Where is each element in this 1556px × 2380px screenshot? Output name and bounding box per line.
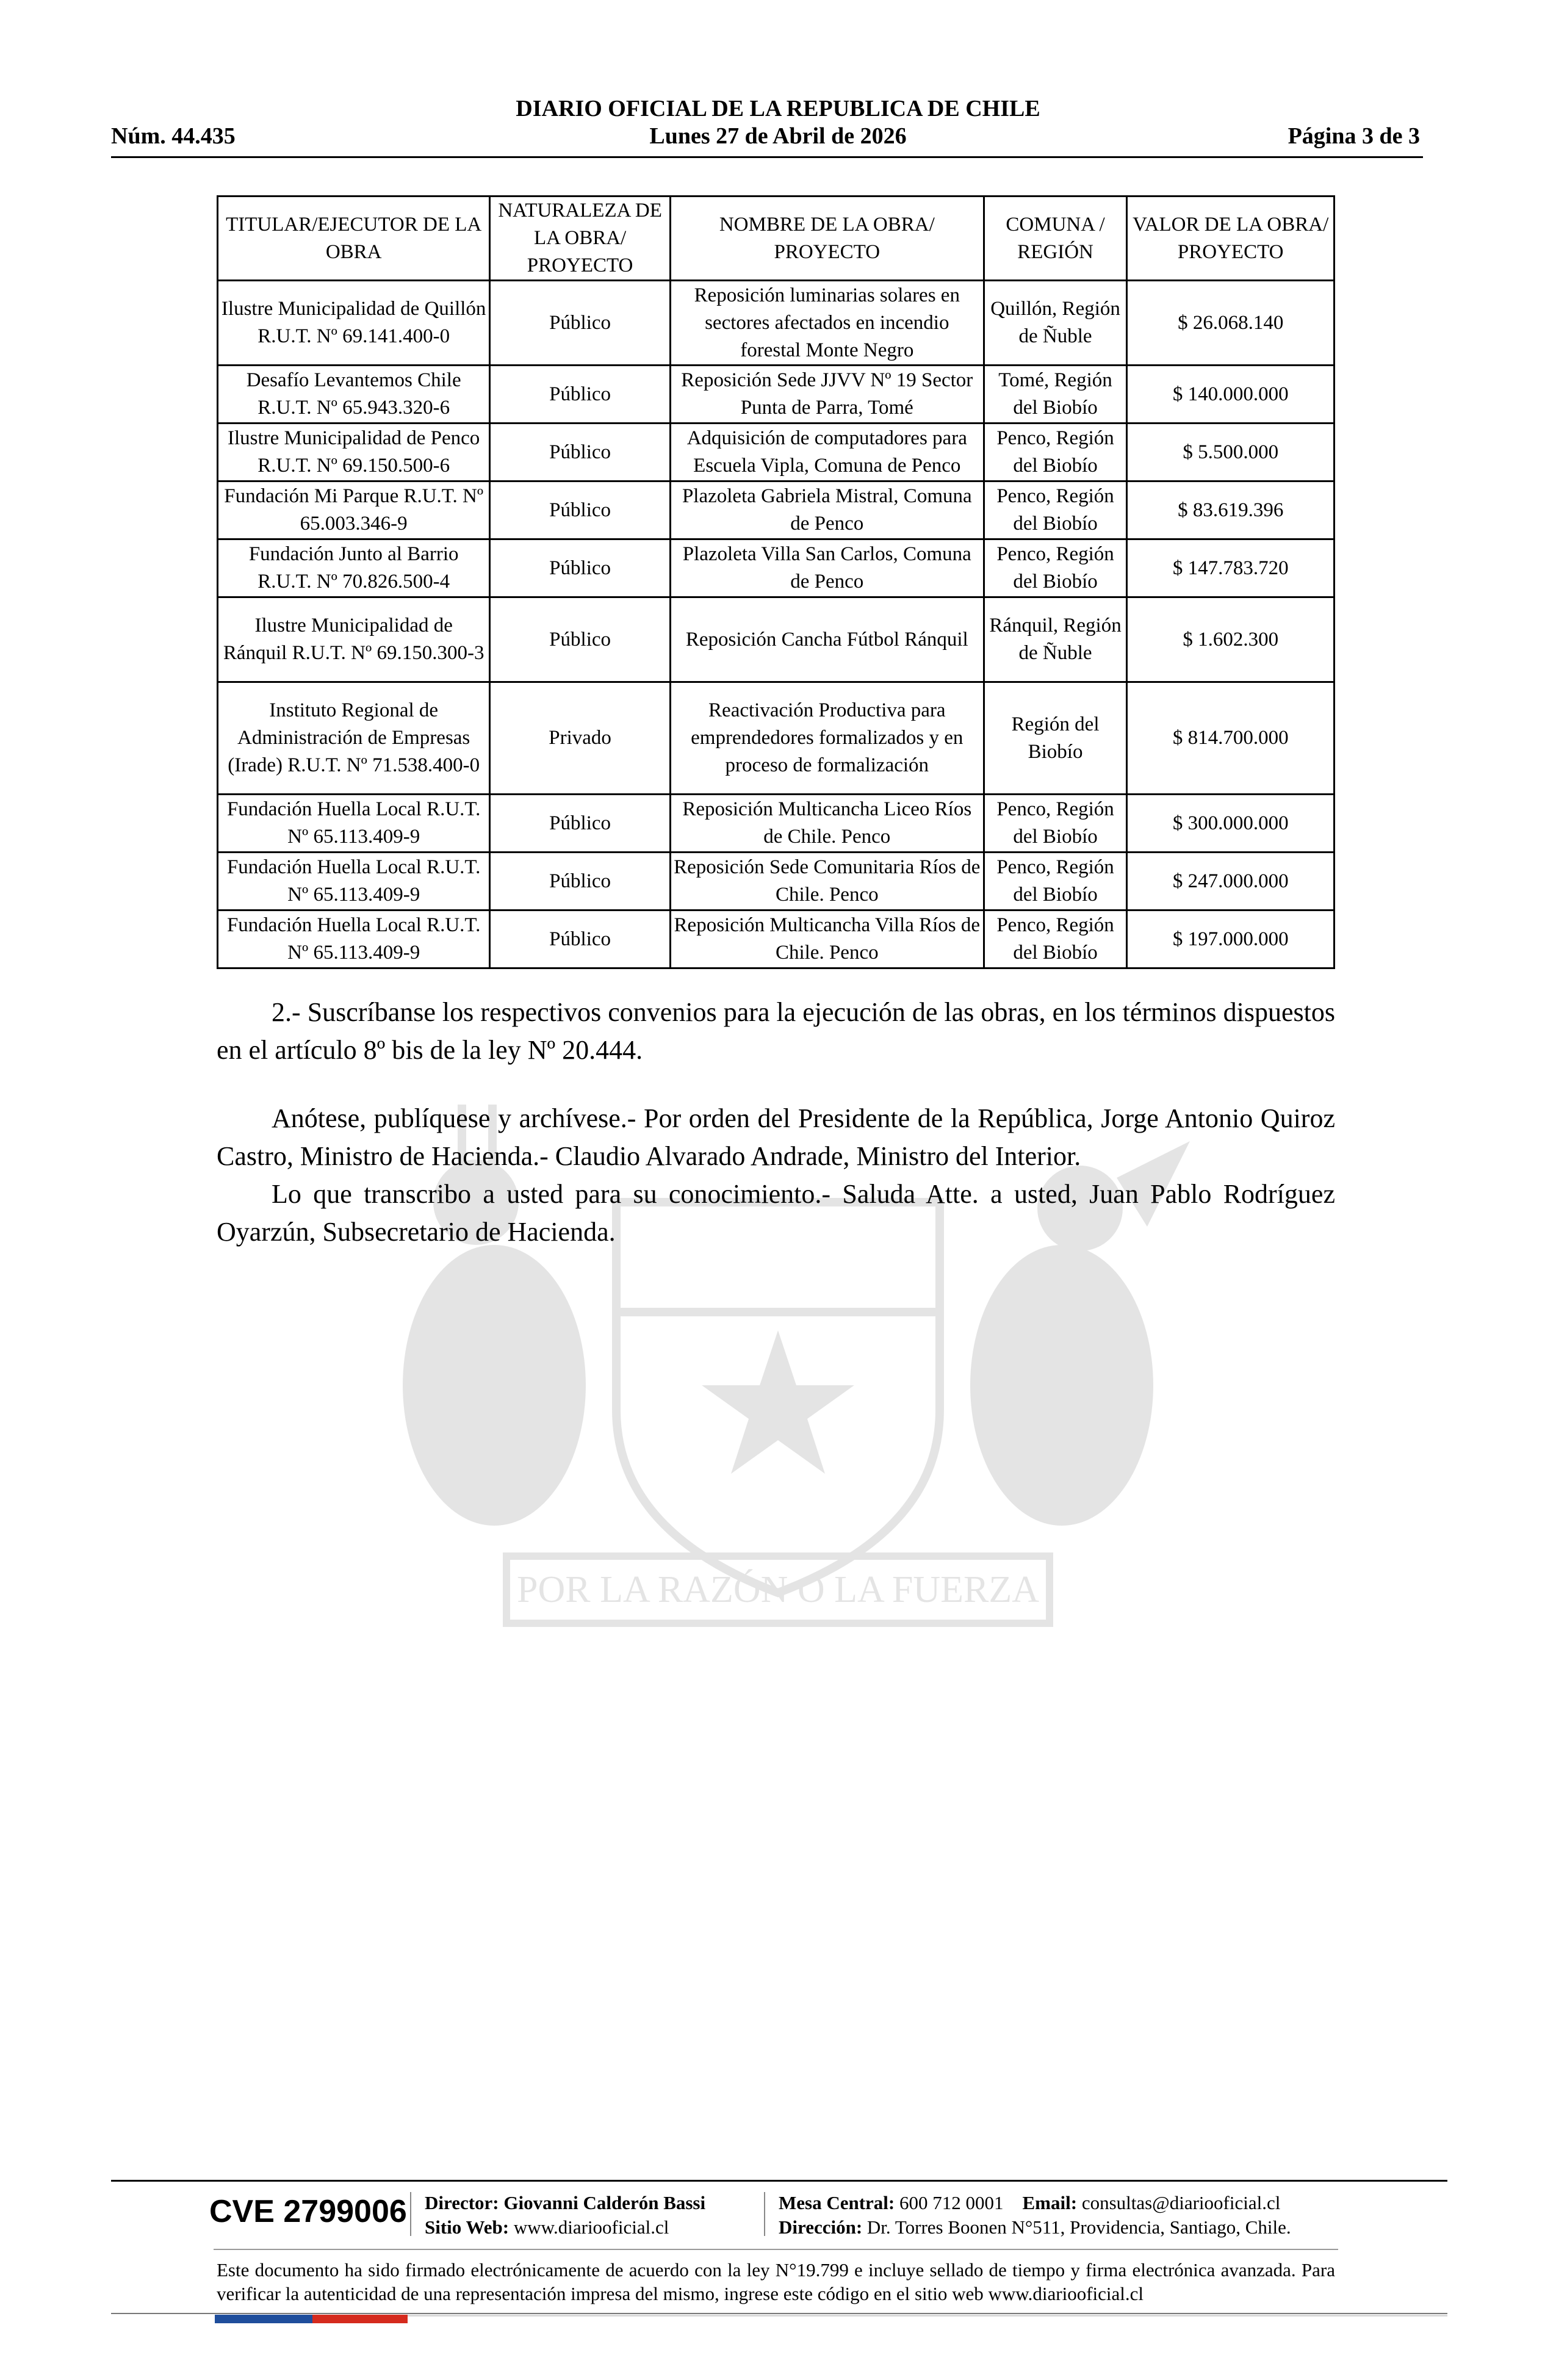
- cell-project-name: Reposición Sede JJVV Nº 19 Sector Punta de Parra, Tomé: [670, 366, 984, 424]
- cell-nature: Público: [490, 539, 671, 597]
- cell-nature: Público: [490, 366, 671, 424]
- cell-commune-region: Ránquil, Región de Ñuble: [984, 597, 1127, 682]
- cell-holder: Fundación Huella Local R.U.T. Nº 65.113.409-9: [218, 795, 490, 853]
- cell-project-name: Reposición Sede Comunitaria Ríos de Chile. Penco: [670, 853, 984, 911]
- cell-value: $ 5.500.000: [1127, 424, 1334, 481]
- cell-project-name: Reposición luminarias solares en sectores afectados en incendio forestal Monte Negro: [670, 281, 984, 366]
- cell-nature: Público: [490, 911, 671, 968]
- table-row: [218, 281, 1334, 366]
- email-link[interactable]: consultas@diariooficial.cl: [1081, 2192, 1281, 2213]
- table-row: [218, 597, 1334, 682]
- cell-commune-region: Penco, Región del Biobío: [984, 481, 1127, 539]
- footer-contact-block: [779, 2191, 1291, 2240]
- cell-nature: Público: [490, 795, 671, 853]
- cell-value: $ 814.700.000: [1127, 682, 1334, 795]
- footer-legal-text: Este documento ha sido firmado electrónicamente de acuerdo con la ley N°19.799 e incluye sellado de tiempo y firma electrónica avanzada. Para verificar la autenticidad de una representación impresa del mismo, ingrese este código en el sitio web www.diariooficial.cl: [217, 2259, 1335, 2304]
- cell-commune-region: Tomé, Región del Biobío: [984, 366, 1127, 424]
- cell-project-name: Reposición Multicancha Villa Ríos de Chile. Penco: [670, 911, 984, 968]
- cell-value: $ 26.068.140: [1127, 281, 1334, 366]
- cell-commune-region: Penco, Región del Biobío: [984, 795, 1127, 853]
- cell-holder: Ilustre Municipalidad de Ránquil R.U.T. Nº 69.150.300-3: [218, 597, 490, 682]
- flag-stripe-red: [312, 2315, 408, 2323]
- cell-value: $ 197.000.000: [1127, 911, 1334, 968]
- director-label: Director:: [425, 2192, 499, 2213]
- cell-nature: Público: [490, 853, 671, 911]
- footer-divider-bottom: [111, 2313, 1447, 2314]
- column-header-nature: NATURALEZA DE LA OBRA/ PROYECTO: [490, 197, 671, 281]
- column-header-project-name: NOMBRE DE LA OBRA/ PROYECTO: [670, 197, 984, 281]
- footer-separator: [764, 2192, 765, 2236]
- paragraph-transcription: Lo que transcribo a usted para su conocimiento.- Saluda Atte. a usted, Juan Pablo Rodríguez Oyarzún, Subsecretario de Hacienda.: [217, 1179, 1335, 1247]
- cell-commune-region: Penco, Región del Biobío: [984, 853, 1127, 911]
- motto-text: POR LA RAZÓN O LA FUERZA: [516, 1569, 1040, 1610]
- table-row: [218, 366, 1334, 424]
- works-table: [217, 195, 1335, 969]
- cell-holder: Fundación Mi Parque R.U.T. Nº 65.003.346-9: [218, 481, 490, 539]
- cell-nature: Público: [490, 597, 671, 682]
- cell-commune-region: Quillón, Región de Ñuble: [984, 281, 1127, 366]
- cell-value: $ 83.619.396: [1127, 481, 1334, 539]
- cell-commune-region: Región del Biobío: [984, 682, 1127, 795]
- cell-value: $ 247.000.000: [1127, 853, 1334, 911]
- site-label: Sitio Web:: [425, 2216, 510, 2238]
- cell-value: $ 147.783.720: [1127, 539, 1334, 597]
- cell-project-name: Adquisición de computadores para Escuela Vipla, Comuna de Penco: [670, 424, 984, 481]
- paragraph-signatures: Anótese, publíquese y archívese.- Por orden del Presidente de la República, Jorge Antonio Quiroz Castro, Ministro de Hacienda.- Claudio Alvarado Andrade, Ministro del Interior.: [217, 1103, 1335, 1171]
- issue-date: Lunes 27 de Abril de 2026: [649, 123, 907, 149]
- cell-commune-region: Penco, Región del Biobío: [984, 424, 1127, 481]
- cell-commune-region: Penco, Región del Biobío: [984, 539, 1127, 597]
- table-row: [218, 911, 1334, 968]
- newspaper-title: DIARIO OFICIAL DE LA REPUBLICA DE CHILE: [516, 96, 1040, 121]
- page-number: Página 3 de 3: [1288, 123, 1420, 149]
- cell-holder: Fundación Junto al Barrio R.U.T. Nº 70.826.500-4: [218, 539, 490, 597]
- footer-separator: [410, 2192, 411, 2236]
- table-row: [218, 853, 1334, 911]
- cell-commune-region: Penco, Región del Biobío: [984, 911, 1127, 968]
- table-row: [218, 481, 1334, 539]
- cell-project-name: Plazoleta Villa San Carlos, Comuna de Penco: [670, 539, 984, 597]
- cell-holder: Ilustre Municipalidad de Penco R.U.T. Nº 69.150.500-6: [218, 424, 490, 481]
- cell-value: $ 1.602.300: [1127, 597, 1334, 682]
- column-header-value: VALOR DE LA OBRA/ PROYECTO: [1127, 197, 1334, 281]
- site-link[interactable]: www.diariooficial.cl: [513, 2216, 669, 2238]
- cell-holder: Ilustre Municipalidad de Quillón R.U.T. Nº 69.141.400-0: [218, 281, 490, 366]
- table-header-row: [218, 197, 1334, 281]
- director-name: Giovanni Calderón Bassi: [503, 2192, 706, 2213]
- cell-value: $ 140.000.000: [1127, 366, 1334, 424]
- table-row: [218, 539, 1334, 597]
- cell-project-name: Plazoleta Gabriela Mistral, Comuna de Penco: [670, 481, 984, 539]
- cell-project-name: Reposición Multicancha Liceo Ríos de Chile. Penco: [670, 795, 984, 853]
- cell-holder: Instituto Regional de Administración de Empresas (Irade) R.U.T. Nº 71.538.400-0: [218, 682, 490, 795]
- cell-holder: Fundación Huella Local R.U.T. Nº 65.113.409-9: [218, 853, 490, 911]
- mesa-phone: 600 712 0001: [899, 2192, 1004, 2213]
- column-header-holder: TITULAR/EJECUTOR DE LA OBRA: [218, 197, 490, 281]
- cell-project-name: Reposición Cancha Fútbol Ránquil: [670, 597, 984, 682]
- header-divider: [111, 156, 1423, 158]
- table-row: [218, 424, 1334, 481]
- footer-divider-top: [111, 2180, 1447, 2182]
- paragraph-agreements: 2.- Suscríbanse los respectivos convenios para la ejecución de las obras, en los términos dispuestos en el artículo 8º bis de la ley Nº 20.444.: [217, 997, 1335, 1065]
- table-row: [218, 682, 1334, 795]
- cell-project-name: Reactivación Productiva para emprendedores formalizados y en proceso de formalización: [670, 682, 984, 795]
- cell-nature: Público: [490, 481, 671, 539]
- issue-number: Núm. 44.435: [111, 123, 236, 149]
- footer-divider-middle: [214, 2249, 1338, 2250]
- coat-of-arms-star: [702, 1330, 854, 1474]
- cell-nature: Público: [490, 424, 671, 481]
- cell-holder: Fundación Huella Local R.U.T. Nº 65.113.409-9: [218, 911, 490, 968]
- cell-nature: Privado: [490, 682, 671, 795]
- flag-stripe-blue: [215, 2315, 312, 2323]
- cell-nature: Público: [490, 281, 671, 366]
- flag-stripe-gray: [408, 2315, 1447, 2317]
- address-label: Dirección:: [779, 2216, 863, 2238]
- table-row: [218, 795, 1334, 853]
- column-header-commune-region: COMUNA / REGIÓN: [984, 197, 1127, 281]
- mesa-label: Mesa Central:: [779, 2192, 895, 2213]
- cell-holder: Desafío Levantemos Chile R.U.T. Nº 65.943.320-6: [218, 366, 490, 424]
- email-label: Email:: [1022, 2192, 1078, 2213]
- cell-value: $ 300.000.000: [1127, 795, 1334, 853]
- footer-director-block: [425, 2191, 705, 2240]
- cve-code: CVE 2799006: [209, 2194, 407, 2229]
- address-text: Dr. Torres Boonen N°511, Providencia, Santiago, Chile.: [866, 2216, 1291, 2238]
